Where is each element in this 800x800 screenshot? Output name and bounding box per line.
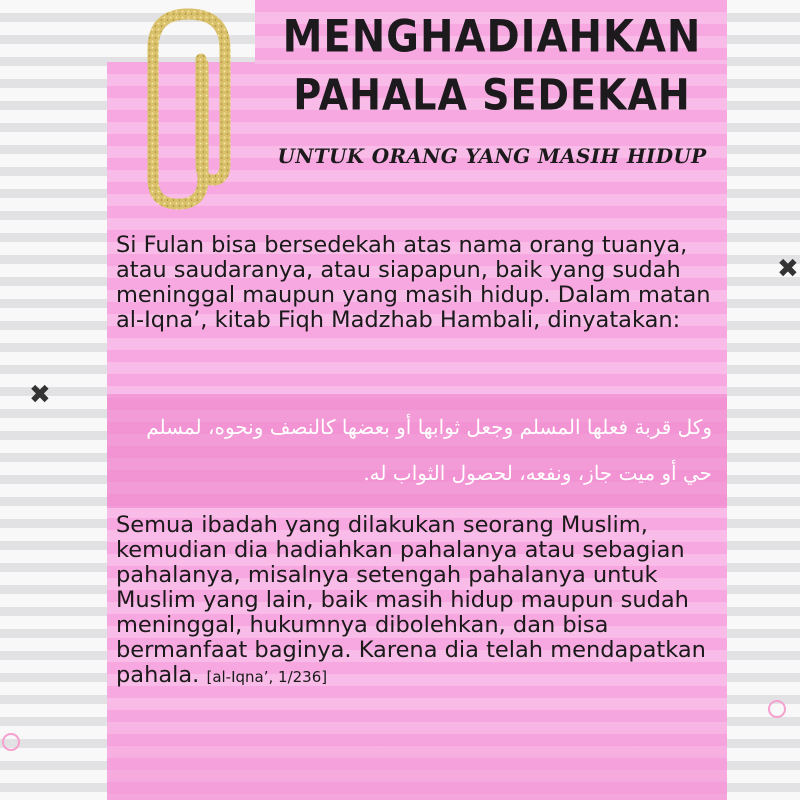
heart-outline-icon	[768, 700, 786, 718]
paragraph-explanation-text: Semua ibadah yang dilakukan seorang Muslim, kemudian dia hadiahkan pahalanya atau sebagian pahalanya, misalnya setengah pahalanya untuk Muslim yang lain, baik masih hidup maupun sudah meninggal, hukumnya dibolehkan, dan bisa bermanfaat baginya. Karena dia telah mendapatkan pahala.	[116, 512, 706, 688]
arabic-quote: وكل قربة فعلها المسلم وجعل ثوابها أو بعضها كالنصف ونحوه، لمسلم حي أو ميت جاز، ونفعه، لحصول الثواب له.	[146, 415, 712, 485]
title-line-2: PAHALA SEDEKAH	[293, 70, 691, 120]
paragraph-explanation	[116, 513, 721, 690]
page-title	[272, 10, 712, 122]
title-line-1: MENGHADIAHKAN	[282, 11, 702, 63]
heart-outline-icon	[2, 733, 20, 751]
paper-clip-icon	[133, 4, 248, 214]
page-subtitle: UNTUK ORANG YANG MASIH HIDUP	[277, 144, 707, 168]
x-mark-icon: ✖	[29, 380, 51, 410]
paragraph-intro: Si Fulan bisa bersedekah atas nama orang tuanya, atau saudaranya, atau siapapun, baik yang sudah meninggal maupun yang masih hidup. Dalam matan al-Iqna’, kitab Fiqh Madzhab Hambali, dinyatakan:	[116, 232, 711, 333]
x-mark-icon: ✖	[777, 254, 799, 284]
reference-citation: [al-Iqna’, 1/236]	[206, 668, 328, 686]
paper-bottom-tint	[107, 700, 727, 800]
